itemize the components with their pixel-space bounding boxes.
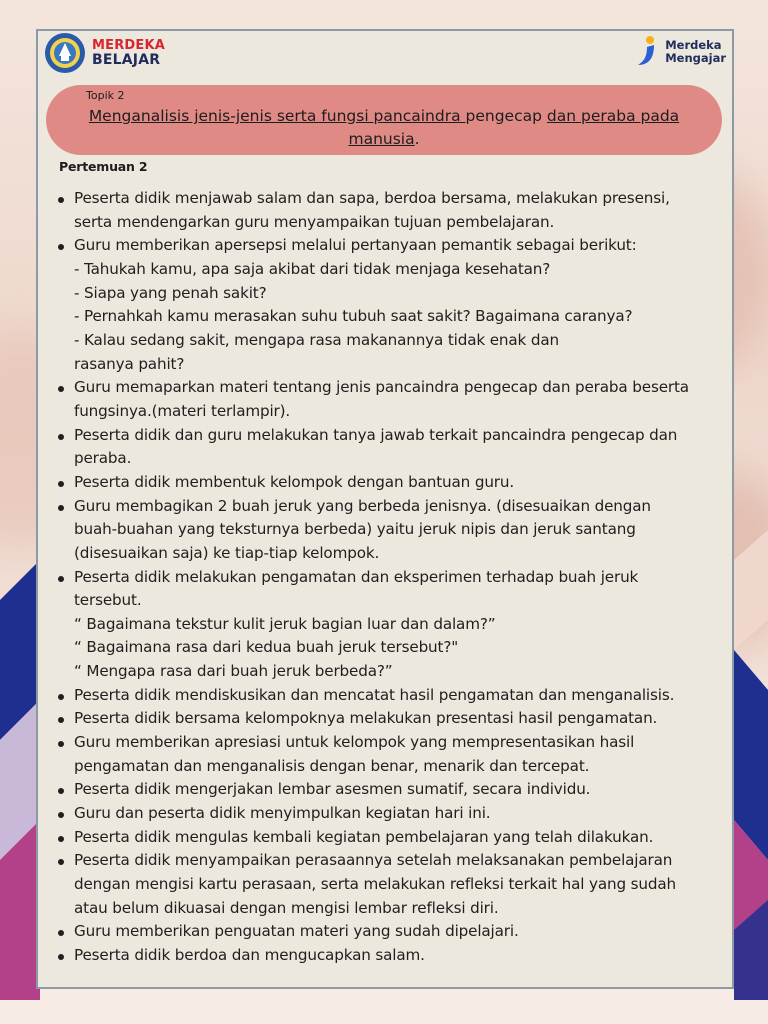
topic-label: Topik 2 — [86, 89, 125, 102]
list-item — [56, 849, 732, 920]
logo-line-1: Merdeka — [665, 38, 722, 52]
sub-item-text: “ Mengapa rasa dari buah jeruk berbeda?” — [74, 662, 393, 681]
list-item-text: Guru dan peserta didik menyimpulkan kegiatan hari ini. — [74, 804, 491, 823]
list-item — [56, 495, 732, 566]
bullet-icon — [58, 741, 64, 747]
bullet-icon — [58, 930, 64, 936]
topic-title-part: pengecap — [465, 107, 547, 125]
bullet-icon — [58, 954, 64, 960]
sub-item-text: “ Bagaimana tekstur kulit jeruk bagian luar dan dalam?” — [74, 614, 496, 633]
bullet-icon — [58, 244, 64, 250]
list-item-text: Guru memaparkan materi tentang jenis pancaindra pengecap dan peraba beserta — [74, 378, 689, 397]
list-item-text: Peserta didik mendiskusikan dan mencatat hasil pengamatan dan menganalisis. — [74, 685, 675, 704]
list-item-text: peraba. — [74, 449, 132, 468]
topic-title-part: Menganalisis jenis-jenis serta fungsi pancaindra — [88, 107, 466, 125]
list-item — [56, 471, 732, 495]
bullet-icon — [58, 505, 64, 511]
tut-wuri-handayani-emblem-icon — [42, 32, 88, 74]
logo-line-1: MERDEKA — [92, 38, 166, 53]
merdeka-mengajar-wordmark — [665, 39, 726, 65]
merdeka-belajar-logo — [42, 32, 165, 74]
sub-item-text: rasanya pahit? — [74, 354, 185, 373]
meeting-label: Pertemuan 2 — [59, 159, 148, 174]
list-item — [56, 778, 732, 802]
bullet-icon — [58, 717, 64, 723]
list-item — [56, 376, 732, 423]
list-item-text: tersebut. — [74, 591, 142, 610]
list-item-text: Peserta didik mengulas kembali kegiatan pembelajaran yang telah dilakukan. — [74, 827, 654, 846]
list-item-text: Guru membagikan 2 buah jeruk yang berbeda jenisnya. (disesuaikan dengan — [74, 496, 651, 515]
list-item — [56, 566, 732, 684]
topic-title — [66, 105, 702, 151]
list-item-text: Peserta didik melakukan pengamatan dan eksperimen terhadap buah jeruk — [74, 567, 639, 586]
list-item-text: serta mendengarkan guru menyampaikan tujuan pembelajaran. — [74, 212, 555, 231]
bullet-icon — [58, 434, 64, 440]
list-item-text: Peserta didik bersama kelompoknya melakukan presentasi hasil pengamatan. — [74, 709, 658, 728]
topic-title-part: . — [414, 130, 420, 148]
list-item-text: buah-buahan yang teksturnya berbeda) yaitu jeruk nipis dan jeruk santang — [74, 520, 636, 539]
list-item-text: pengamatan dan menganalisis dengan benar, menarik dan tercepat. — [74, 756, 590, 775]
sub-item-text: - Tahukah kamu, apa saja akibat dari tidak menjaga kesehatan? — [74, 259, 551, 278]
list-item-text: Peserta didik menjawab salam dan sapa, berdoa bersama, melakukan presensi, — [74, 189, 670, 207]
list-item-text: Peserta didik berdoa dan mengucapkan salam. — [74, 946, 425, 964]
list-item — [56, 684, 732, 708]
bullet-icon — [58, 788, 64, 794]
bullet-icon — [58, 197, 64, 203]
list-item-text: Guru memberikan penguatan materi yang sudah dipelajari. — [74, 922, 519, 941]
list-item-text: Guru memberikan apresiasi untuk kelompok yang mempresentasikan hasil — [74, 733, 635, 752]
bullet-icon — [58, 859, 64, 865]
list-item-text: Peserta didik dan guru melakukan tanya jawab terkait pancaindra pengecap dan — [74, 425, 678, 444]
list-item — [56, 424, 732, 471]
sub-item-text: - Pernahkah kamu merasakan suhu tubuh saat sakit? Bagaimana caranya? — [74, 307, 633, 326]
topic-title-part: dan peraba pada — [546, 107, 680, 125]
bullet-icon — [58, 694, 64, 700]
list-item-text: Peserta didik menyampaikan perasaannya setelah melaksanakan pembelajaran — [74, 851, 673, 870]
list-item — [56, 731, 732, 778]
bullet-icon — [58, 812, 64, 818]
list-item-text: Peserta didik mengerjakan lembar asesmen sumatif, secara individu. — [74, 780, 591, 799]
list-item — [56, 187, 732, 234]
list-item — [56, 802, 732, 826]
merdeka-mengajar-icon — [634, 35, 660, 69]
sub-item-text: - Kalau sedang sakit, mengapa rasa makanannya tidak enak dan — [74, 330, 559, 349]
merdeka-belajar-wordmark — [92, 39, 165, 67]
lesson-card — [36, 29, 734, 989]
activity-list — [56, 187, 732, 968]
topic-banner — [46, 85, 722, 155]
bullet-icon — [58, 836, 64, 842]
list-item — [56, 920, 732, 944]
list-item — [56, 707, 732, 731]
list-item-text: (disesuaikan saja) ke tiap-tiap kelompok. — [74, 543, 380, 562]
bullet-icon — [58, 481, 64, 487]
list-item — [56, 944, 732, 968]
list-item-text: Guru memberikan apersepsi melalui pertanyaan pemantik sebagai berikut: — [74, 236, 637, 255]
bullet-icon — [58, 386, 64, 392]
logo-line-2: Mengajar — [665, 51, 726, 65]
list-item-text: dengan mengisi kartu perasaan, serta melakukan refleksi terkait hal yang sudah — [74, 875, 676, 894]
merdeka-mengajar-logo — [634, 35, 726, 69]
list-item-text: Peserta didik membentuk kelompok dengan bantuan guru. — [74, 472, 515, 491]
list-item-text: fungsinya.(materi terlampir). — [74, 401, 291, 420]
bullet-icon — [58, 576, 64, 582]
sub-item-text: - Siapa yang penah sakit? — [74, 283, 267, 302]
list-item-text: atau belum dikuasai dengan mengisi lembar refleksi diri. — [74, 898, 499, 917]
logo-line-2: BELAJAR — [92, 52, 161, 68]
list-item — [56, 234, 732, 376]
topic-title-part: manusia — [348, 130, 415, 148]
sub-item-text: “ Bagaimana rasa dari kedua buah jeruk tersebut?" — [74, 638, 459, 657]
list-item — [56, 826, 732, 850]
